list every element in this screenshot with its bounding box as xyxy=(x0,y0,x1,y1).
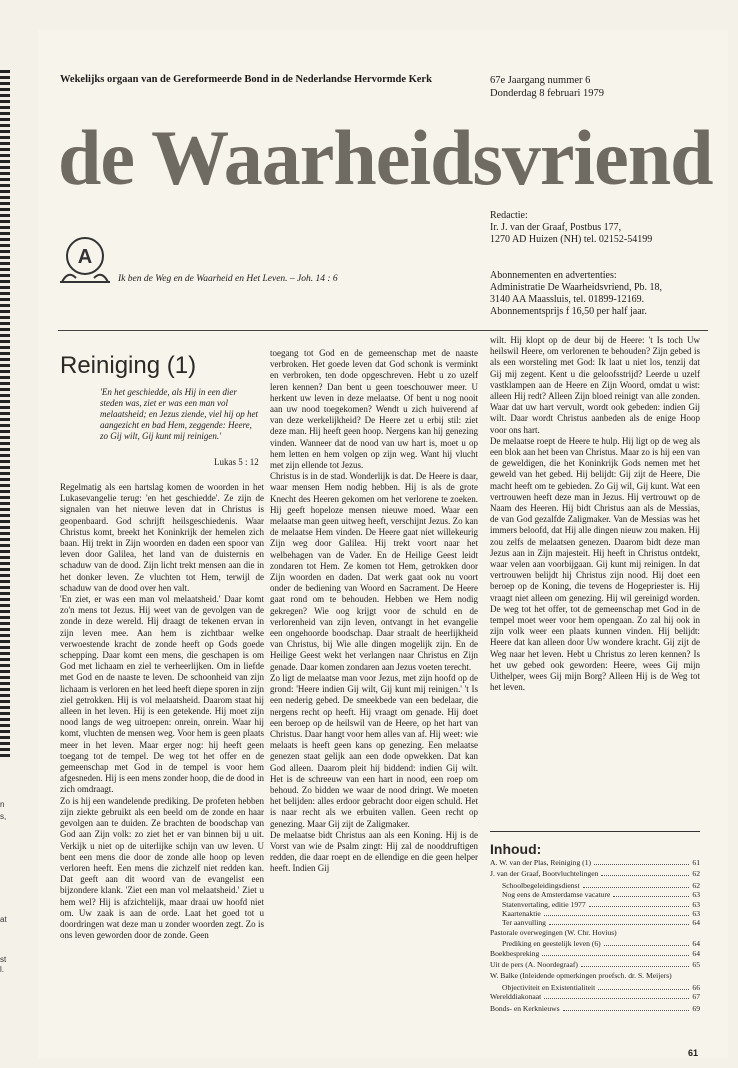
subscription-line: Abonnementsprijs f 16,50 per half jaar. xyxy=(490,306,647,317)
paragraph: wilt. Hij klopt op de deur bij de Heere: 't Is toch Uw heilswil Heere, om verlorenen te behouden? Zijn gebed is als een worsteling met God: Ik laat u niet los, tenzij dat Gij mij zegent. Kent u die geloofsstrijd? Leerde u uzelf vastklampen aan de Heere en Zijn Woord, omdat u wist: alleen Hij redt? Alleen Zijn bloed reinigt van alle zonden. Waar dat uw hart vervult, wordt ook gebeden: indien Gij wilt. Daar wordt Christus aanbeden als de enige Hoop voor ons hart. xyxy=(490,335,700,435)
paragraph: Christus is in de stad. Wonderlijk is dat. De Heere is daar, waar mensen Hem nodig hebben. Hij is als de grote Knecht des Heeren gekomen om het verlorene te zoeken. Hij geeft hopeloze mensen nieuwe moed. Waar een melaatse man geen uitweg heeft, verschijnt Jezus. Zo kan de melaatse Hem vinden. De Heere gaat niet willekeurig Zijn weg door Galilea. Hij trekt voort naar het welbehagen van de Vader. En de Heilige Geest leidt zondaren tot Hem. Ze komen tot Hem, getrokken door Zijn woorden en daden. Dat werk gaat ook nu voort onder de bediening van Woord en Sacrament. De Heere gaat rond om te behouden. Hebben we Hem nodig gekregen? Wie oog krijgt voor de schuld en de verlorenheid van zijn leven, ontvangt in het evangelie een ongehoorde boodschap. Daar straalt de heerlijkheid van Christus, bij Wie alle dingen mogelijk zijn. En de Heilige Geest wekt het verlangen naar Christus en Zijn genade. Daar komen zondaren aan Jezus voeten terecht. xyxy=(270,471,478,672)
paragraph: Zo is hij een wandelende prediking. De profeten hebben zijn ziekte gebruikt als een beeld om de zonde en haar gevolgen aan te duiden. Ze brachten de boodschap van God aan Zijn volk: zo ziet het er van binnen bij u uit. Verkijk u niet op de uiterlijke schijn van uw leven. U bent een mens die door de zonde alle hoop op leven verloren heeft. Een mens die zichzelf niet redden kan. Dat geeft aan dit woord van de evangelist een bijzondere klank. 'Ziet een man vol melaatsheid.' Ziet u hem wel? Hij is afzichtelijk, maar draai uw hoofd niet om. Uw zaak is aan de orde. Laat het goed tot u doordringen wat deze man u zonder woorden zegt. Zo is ons leven geworden door de zonde. Geen xyxy=(60,795,264,941)
editorial-line: Ir. J. van der Graaf, Postbus 177, xyxy=(490,222,622,233)
edge-mark: l. xyxy=(0,965,4,974)
paragraph: De melaatse roept de Heere te hulp. Hij ligt op de weg als een blok aan het been van Christus. Maar zo is hij een van de geweldigen, die het Koninkrijk Gods nemen met het geweld van het gebed. Hij belijdt: Gij zijt de Heere, Die macht heeft om te gebieden. Zo Gij wil, Gij kunt. Wat een vertrouwen heeft deze man in Jezus. Hij vertrouwt op de Naam des Heeren. Hij bidt Christus aan als de Messias, de van God gezalfde Zaligmaker. Van de Messias was het immers beloofd, dat Hij alle dingen nieuw zou maken. Hij zou zelfs de melaatsen genezen. Daarom bidt deze man Jezus aan in Zijn majesteit. Hij heeft in Christus ontdekt, waar velen aan voorbijgaan. Gij kunt mij reinigen. In dat vertrouwen belijdt hij Christus zijn nood. Hij doet een beroep op de Koning, die tevens de Hogepriester is. Hij vraagt niet alleen om genezing. Hij wil gereinigd worden. De weg tot het offer, tot de gemeenschap met God in de tempel moet weer voor hem opengaan. Zo zal hij ook in zijn volk weer een plaats kunnen vinden. Hij belijdt: Heere dat kan alleen door Uw wondere kracht. Gij zijt de Weg naar het leven. Hebt u Christus zo leren kennen? Is het uw gebed ook geworden: Heere, wees Gij mijn Uithelper, wees Gij mijn Borg? Alleen Hij is de Weg tot het leven. xyxy=(490,435,700,693)
edge-mark: s, xyxy=(0,812,7,821)
toc-entry-text: Bonds- en Kerknieuws xyxy=(490,1003,560,1013)
toc-leader-dots xyxy=(542,955,689,956)
toc-entry-page: 63 xyxy=(692,899,700,909)
toc-entry-page: 62 xyxy=(692,880,700,890)
edge-mark: n xyxy=(0,800,5,809)
toc-leader-dots xyxy=(598,989,689,990)
paragraph: 'En ziet, er was een man vol melaatsheid.' Daar komt zo'n mens tot Jezus. Hij weet van de gevolgen van de zonde in deze wereld. Hij draagt de tekenen ervan in zijn leven mee. Aan hem is zichtbaar welke verwoestende kracht de zonde heeft op Gods goede schepping. Daar komt een mens, die geschapen is om God met lichaam en ziel te verheerlijken. Om in liefde met God en de naaste te leven. De schoonheid van zijn lichaam is verloren en het leed heeft diepe sporen in zijn ziel getrokken. Hij is vol melaatsheid. Daarom staat hij alleen in het leven. Hij is een getekende. Hij moet zijn nood langs de weg uitroepen: onrein, onrein. Waar hij komt, vluchten de mensen weg. Voor hem is geen plaats meer in het leven. Maar erger nog: hij heeft geen toegang tot de tempel. De weg tot het offer en de gemeenschap met God in de tempel is voor hem afgesneden. Hij is een mens zonder hoop, die de dood in zich omdraagt. xyxy=(60,594,264,795)
toc-entry-text: Kaartenaktie xyxy=(502,909,541,919)
toc-entry xyxy=(490,858,700,867)
toc-entry-text: W. Balke (Inleidende opmerkingen proefsch. dr. S. Meijers) xyxy=(490,971,672,981)
toc-entry xyxy=(490,983,700,992)
toc-entry-page: 67 xyxy=(692,992,700,1002)
edge-mark: st xyxy=(0,955,7,964)
toc-entry xyxy=(490,960,700,969)
toc-leader-dots xyxy=(589,906,690,907)
subscription-info xyxy=(490,270,662,318)
toc-entry xyxy=(490,949,700,958)
subscription-line: 3140 AA Maassluis, tel. 01899-12169. xyxy=(490,294,645,305)
toc-entry xyxy=(490,890,700,899)
toc-entry-text: Boekbespreking xyxy=(490,948,540,958)
edge-mark: at xyxy=(0,915,7,924)
toc-entry-text: Pastorale overwegingen (W. Chr. Hovius) xyxy=(490,927,617,937)
editorial-info xyxy=(490,210,652,246)
newspaper-page xyxy=(38,30,728,1058)
toc-entry-page: 64 xyxy=(692,939,700,949)
toc-entry-page: 65 xyxy=(692,960,700,970)
toc-entry-page: 69 xyxy=(692,1003,700,1013)
toc-leader-dots xyxy=(613,896,689,897)
toc-entry xyxy=(490,909,700,918)
article-column-2 xyxy=(270,348,478,875)
article-title: Reiniging (1) xyxy=(60,352,197,379)
toc-entry-page: 61 xyxy=(692,858,700,867)
toc-leader-dots xyxy=(544,915,690,916)
article-column-1 xyxy=(60,482,264,941)
header-divider xyxy=(58,330,708,331)
motto: Ik ben de Weg en de Waarheid en Het Leven. – Joh. 14 : 6 xyxy=(118,274,338,284)
editorial-heading: Redactie: xyxy=(490,210,528,221)
toc-entry-text: J. van der Graaf, Bootvluchtelingen xyxy=(490,869,599,879)
toc-entry-text: Schoolbegeleidingsdienst xyxy=(502,880,580,890)
article-quote-reference: Lukas 5 : 12 xyxy=(214,457,259,467)
toc-entry-page: 63 xyxy=(692,909,700,919)
page-edge-strip xyxy=(0,70,10,760)
publication-subtitle: Wekelijks orgaan van de Gereformeerde Bond in de Nederlandse Hervormde Kerk xyxy=(60,74,432,85)
toc-entry-text: Statenvertaling, editie 1977 xyxy=(502,899,586,909)
toc-title: Inhoud: xyxy=(490,841,542,857)
toc-divider xyxy=(490,831,700,832)
editorial-line: 1270 AD Huizen (NH) tel. 02152-54199 xyxy=(490,234,653,245)
page-number: 61 xyxy=(688,1048,699,1058)
toc-entry-text: Nog eens de Amsterdamse vacature xyxy=(502,890,611,900)
paragraph: De melaatse bidt Christus aan als een Koning. Hij is de Vorst van wie de Psalm zingt: Hij zal de nooddruftigen redden, die daar roept en de ellendige en die geen helper heeft. Indien Gij xyxy=(270,829,478,874)
table-of-contents xyxy=(490,858,700,1015)
issue-info xyxy=(490,74,604,100)
toc-entry-text: Werelddiakonaat xyxy=(490,992,542,1002)
svg-text:A: A xyxy=(77,246,93,268)
paragraph: Regelmatig als een hartslag komen de woorden in het Lukasevangelie terug: 'en het geschiedde'. Ze zijn de signalen van het nieuwe leven dat in Christus is geopenbaard. God schrijft heilsgeschiedenis. Waar Christus komt, breekt het Koninkrijk der hemelen zich baan. Hij trekt in Zijn woorden en daden een spoor van leven door Galilea, het land van de duisternis en schaduw van de dood. Zijn licht trekt mensen aan die in het donker leven. Ze vluchten tot Hem, terwijl de schaduw van de dood over hen valt. xyxy=(60,482,264,593)
toc-leader-dots xyxy=(549,924,689,925)
toc-entry-text: Prediking en geestelijk leven (6) xyxy=(502,939,601,949)
issue-volume: 67e Jaargang nummer 6 xyxy=(490,75,591,86)
toc-entry-text: Ter aanvulling xyxy=(502,918,546,928)
subscription-line: Administratie De Waarheidsvriend, Pb. 18, xyxy=(490,282,663,293)
toc-entry xyxy=(490,869,700,878)
toc-entry xyxy=(490,928,700,937)
toc-entry xyxy=(490,900,700,909)
toc-entry xyxy=(490,881,700,890)
article-quote: 'En het geschiedde, als Hij in een dier steden was, ziet er was een man vol melaatsheid; en Jezus ziende, viel hij op het aangezicht en bad Hem, zeggende: Heere, zo Gij wilt, Gij kunt mij reinigen.' xyxy=(100,387,258,441)
toc-leader-dots xyxy=(544,998,689,999)
toc-leader-dots xyxy=(581,966,689,967)
toc-entry-text: Uit de pers (A. Noordegraaf) xyxy=(490,960,578,970)
toc-entry-page: 66 xyxy=(692,982,700,992)
toc-entry-page: 64 xyxy=(692,918,700,928)
toc-leader-dots xyxy=(604,945,690,946)
issue-date: Donderdag 8 februari 1979 xyxy=(490,88,605,99)
toc-entry xyxy=(490,939,700,948)
subscription-heading: Abonnementen en advertenties: xyxy=(490,270,617,281)
toc-leader-dots xyxy=(601,875,689,876)
toc-entry-page: 64 xyxy=(692,948,700,958)
paragraph: Zo ligt de melaatse man voor Jezus, met zijn hoofd op de grond: 'Heere indien Gij wilt, Gij kunt mij reinigen.' 't Is een nederig gebed. De smeekbede van een bedelaar, die nergens recht op heeft. Hij vraagt om genade. Hij doet een beroep op de heilswil van de Heere, op het hart van Christus. Daar hangt voor hem alles van af. Hij weet: wie melaats is heeft geen kans op genezing. Een melaatse genezen staat gelijk aan een dode opwekken. Dat kan God alleen. Daarom pleit hij biddend: indien Gij wilt. Het is de schreeuw van een hart in nood, een roep om behoud. Zo bidden we waar de nood dringt. We moeten het belijden: alles erdoor gebracht door eigen schuld. Het is naar recht als we erbuiten vallen. Geen recht op genezing. Maar Gij zijt de Zaligmaker. xyxy=(270,672,478,829)
toc-entry-text: A. W. van der Plas, Reiniging (1) xyxy=(490,858,592,867)
toc-leader-dots xyxy=(563,1010,690,1011)
toc-entry xyxy=(490,1004,700,1013)
toc-leader-dots xyxy=(583,887,690,888)
toc-entry xyxy=(490,918,700,927)
paragraph: toegang tot God en de gemeenschap met de naaste verbroken. Het goede leven dat God schonk is verminkt en verbroken, ten dode opgeschreven. Hebt u zo uzelf leren kennen? Dan bent u geen toeschouwer meer. U herkent uw leven in deze melaatse. Of bent u nog nooit aan uw nood toegekomen? Wendt u zich huiverend af van deze werkelijkheid? De Heere zet u erbij stil: ziet deze man. Hij heeft geen hoop. Nergens kan hij genezing vinden. Wanneer dat de nood van uw hart is, moet u op hem letten en hem volgen op zijn weg. Want hij vlucht met zijn ellende tot Jezus. xyxy=(270,348,478,471)
alpha-omega-logo-icon xyxy=(58,232,112,286)
toc-entry-page: 63 xyxy=(692,890,700,900)
toc-leader-dots xyxy=(594,864,689,865)
toc-entry xyxy=(490,992,700,1001)
article-column-3 xyxy=(490,335,700,694)
toc-entry-text: Objectiviteit en Existentialiteit xyxy=(502,982,596,992)
toc-entry xyxy=(490,971,700,980)
masthead-title: de Waarheidsvriend xyxy=(58,114,713,201)
toc-entry-page: 62 xyxy=(692,869,700,879)
